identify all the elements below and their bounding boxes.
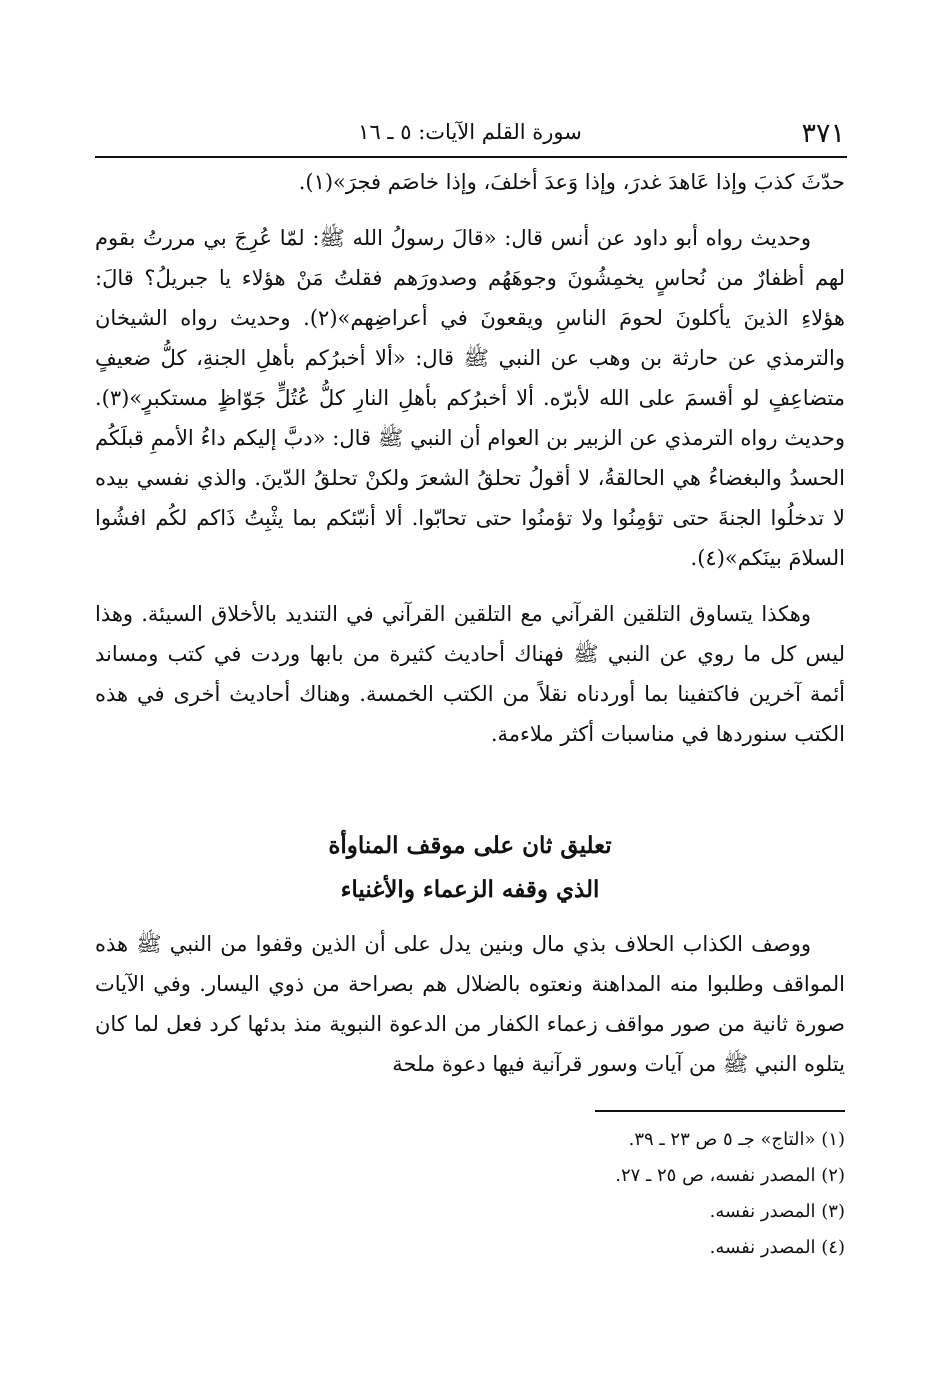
footnote-2: (٢) المصدر نفسه، ص ٢٥ ـ ٢٧. (615, 1165, 845, 1186)
footnote-3: (٣) المصدر نفسه. (709, 1201, 845, 1222)
section-heading-line-2: الذي وقفه الزعماء والأغنياء (340, 876, 600, 903)
section-text (95, 924, 845, 1084)
paragraph-section: ووصف الكذاب الحلاف بذي مال وبنين يدل على أن الذين وقفوا من النبي ﷺ هذه المواقف وطلبوا منه المداهنة ونعتوه بالضلال هم بصراحة من ذوي اليسار. وفي الآيات صورة ثانية من صور مواقف زعماء الكفار من الدعوة النبوية منذ بدئها كرد فعل لما كان يتلوه النبي ﷺ من آيات وسور قرآنية فيها دعوة ملحة (95, 932, 845, 1076)
main-text (95, 162, 845, 770)
paragraph-continuation: حدّثَ كذبَ وإذا عَاهدَ غدرَ، وإذا وَعدَ أخلفَ، وإذا خاصَم فجرَ»(١). (298, 170, 845, 194)
header-rule (95, 156, 847, 158)
section-heading-line-1: تعليق ثان على موقف المناوأة (328, 832, 612, 859)
footnote-rule (595, 1110, 845, 1112)
paragraph-hadiths: وحديث رواه أبو داود عن أنس قال: «قالَ رسولُ الله ﷺ: لمّا عُرِجَ بي مررتُ بقوم لهم أظفارٌ من نُحاسٍ يخمِشُونَ وجوهَهُم وصدورَهم فقلتُ مَنْ هؤلاء يا جبريلُ؟ قالَ: هؤلاءِ الذينَ يأكلونَ لحومَ الناسِ ويقعونَ في أعراضِهم»(٢). وحديث رواه الشيخان والترمذي عن حارثة بن وهب عن النبي ﷺ قال: «ألا أخبرُكم بأهلِ الجنةِ، كلُّ ضعيفٍ متضاعِفٍ لو أقسمَ على الله لأبرّه. ألا أخبرُكم بأهلِ النارِ كلُّ عُتُلٍّ جَوّاظٍ مستكبرٍ»(٣). وحديث رواه الترمذي عن الزبير بن العوام أن النبي ﷺ قال: «دبَّ إليكم داءُ الأممِ قبلَكُم الحسدُ والبغضاءُ هي الحالقةُ، لا أقولُ تحلقُ الشعرَ ولكنْ تحلقُ الدّينَ. والذي نفسي بيده لا تدخلُوا الجنةَ حتى تؤمِنُوا ولا تؤمنُوا حتى تحابّوا. ألا أنبّئكم بما يثْبِتُ ذَاكم لكُم افشُوا السلامَ بينَكم»(٤). (95, 226, 845, 570)
footnote-4: (٤) المصدر نفسه. (709, 1237, 845, 1258)
page-header (95, 118, 845, 158)
page-number: ٣٧١ (801, 118, 845, 149)
running-title: سورة القلم الآيات: ٥ ـ ١٦ (358, 120, 582, 144)
paragraph-summary: وهكذا يتساوق التلقين القرآني مع التلقين القرآني في التنديد بالأخلاق السيئة. وهذا ليس كل ما روي عن النبي ﷺ فهناك أحاديث كثيرة من بابها وردت في كتب ومساند أئمة آخرين فاكتفينا بما أوردناه نقلاً من الكتب الخمسة. وهناك أحاديث أخرى في هذه الكتب سنوردها في مناسبات أكثر ملاءمة. (95, 602, 845, 746)
footnotes (95, 1122, 845, 1266)
footnote-1: (١) «التاج» جـ ٥ ص ٢٣ ـ ٣٩. (628, 1129, 845, 1150)
section-heading (95, 824, 845, 912)
